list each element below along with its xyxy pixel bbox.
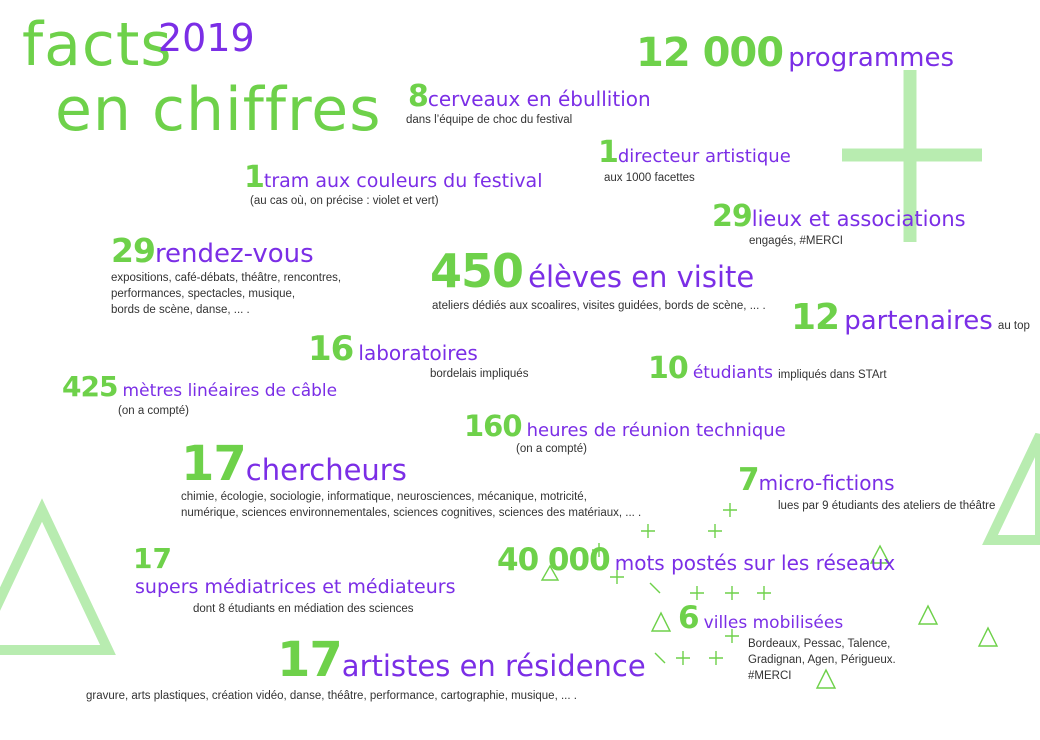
fact-label: laboratoires — [358, 341, 478, 365]
fact-description: dans l’équipe de choc du festival — [406, 114, 573, 126]
fact-number: 29 — [712, 199, 752, 234]
fact-number: 6 — [678, 600, 699, 636]
fact-number: 12 000 — [636, 30, 784, 76]
description-line: #MERCI — [748, 670, 792, 682]
fact-description: engagés, #MERCI — [749, 235, 843, 247]
description-line: chimie, écologie, sociologie, informatique, neurosciences, mécanique, motricité, — [181, 491, 587, 503]
fact-label: élèves en visite — [528, 260, 755, 294]
fact-number: 17 — [277, 632, 342, 688]
fact-villes — [678, 600, 844, 636]
description-line: expositions, café-débats, théâtre, rencontres, — [111, 272, 342, 284]
fact-description: lues par 9 étudiants des ateliers de théâtre — [778, 500, 996, 512]
fact-description: ateliers dédiés aux scoalires, visites guidées, bords de scène, ... . — [432, 300, 766, 312]
fact-mots — [497, 542, 896, 578]
fact-programmes — [636, 30, 955, 76]
fact-number: 12 — [791, 297, 840, 338]
fact-label: heures de réunion technique — [526, 420, 786, 441]
fact-partenaires — [791, 297, 1030, 338]
fact-suffix: impliqués dans STArt — [778, 369, 887, 381]
fact-number: 7 — [738, 462, 759, 498]
fact-mediateurs-number: 17 — [133, 542, 172, 575]
fact-suffix: au top — [997, 320, 1030, 332]
fact-directeur — [598, 135, 791, 170]
fact-label: villes mobilisées — [703, 613, 844, 633]
fact-label: chercheurs — [245, 453, 407, 487]
fact-description: (on a compté) — [516, 443, 587, 455]
fact-number: 40 000 — [497, 542, 610, 578]
fact-number: 8 — [408, 79, 428, 114]
fact-number: 450 — [430, 244, 524, 298]
fact-number: 29 — [111, 231, 155, 270]
description-line: performances, spectacles, musique, — [111, 288, 296, 300]
fact-description: (on a compté) — [118, 405, 189, 417]
fact-number: 10 — [648, 351, 688, 386]
title-year: 2019 — [158, 16, 255, 60]
fact-laboratoires — [308, 329, 478, 369]
fact-description — [181, 489, 641, 521]
fact-label: lieux et associations — [751, 207, 966, 231]
title-en-chiffres: en chiffres — [55, 75, 382, 145]
fact-micro-fictions — [738, 462, 895, 498]
fact-label: programmes — [788, 43, 955, 73]
fact-reunion — [464, 409, 786, 443]
fact-number: 425 — [62, 370, 118, 403]
description-line: Gradignan, Agen, Périgueux. — [748, 654, 896, 666]
fact-eleves — [430, 244, 755, 298]
large-triangle-left-icon — [0, 510, 108, 650]
fact-label: étudiants — [692, 363, 773, 383]
fact-label: micro-fictions — [758, 471, 895, 495]
fact-number: 160 — [464, 409, 522, 443]
fact-label: rendez-vous — [154, 239, 314, 269]
fact-number: 1 — [598, 135, 618, 170]
fact-mediateurs-label: supers médiatrices et médiateurs — [135, 576, 456, 598]
fact-label: artistes en résidence — [341, 649, 646, 683]
fact-description: aux 1000 facettes — [604, 172, 695, 184]
fact-label: cerveaux en ébullition — [427, 87, 651, 111]
fact-lieux — [712, 199, 966, 234]
fact-chercheurs — [181, 436, 407, 492]
fact-description — [111, 270, 341, 318]
fact-label: directeur artistique — [617, 146, 791, 167]
large-triangle-right-icon — [990, 435, 1040, 540]
fact-description: (au cas où, on précise : violet et vert) — [250, 195, 439, 207]
description-line: bords de scène, danse, ... . — [111, 304, 250, 316]
description-line: numérique, sciences environnementales, sciences cognitives, sciences des matériaux, ... . — [181, 507, 642, 519]
fact-cable — [62, 370, 338, 403]
fact-label: mots postés sur les réseaux — [614, 551, 896, 575]
fact-description: gravure, arts plastiques, création vidéo, danse, théâtre, performance, cartographie, musique, ... . — [86, 690, 577, 702]
fact-number: 1 — [244, 160, 264, 195]
description-line: Bordeaux, Pessac, Talence, — [748, 638, 891, 650]
fact-number: 17 — [181, 436, 246, 492]
fact-artistes — [277, 632, 646, 688]
fact-etudiants — [648, 351, 887, 386]
fact-label: tram aux couleurs du festival — [263, 170, 543, 192]
fact-cerveaux — [408, 79, 651, 114]
fact-label: partenaires — [844, 306, 993, 336]
fact-label: mètres linéaires de câble — [122, 381, 338, 401]
fact-rendez-vous — [111, 231, 314, 270]
fact-number: 16 — [308, 329, 354, 369]
fact-description — [748, 636, 896, 684]
fact-tram — [244, 160, 543, 195]
title-facts: facts — [22, 10, 173, 80]
fact-description: bordelais impliqués — [430, 368, 529, 380]
fact-description: dont 8 étudiants en médiation des sciences — [193, 603, 414, 615]
